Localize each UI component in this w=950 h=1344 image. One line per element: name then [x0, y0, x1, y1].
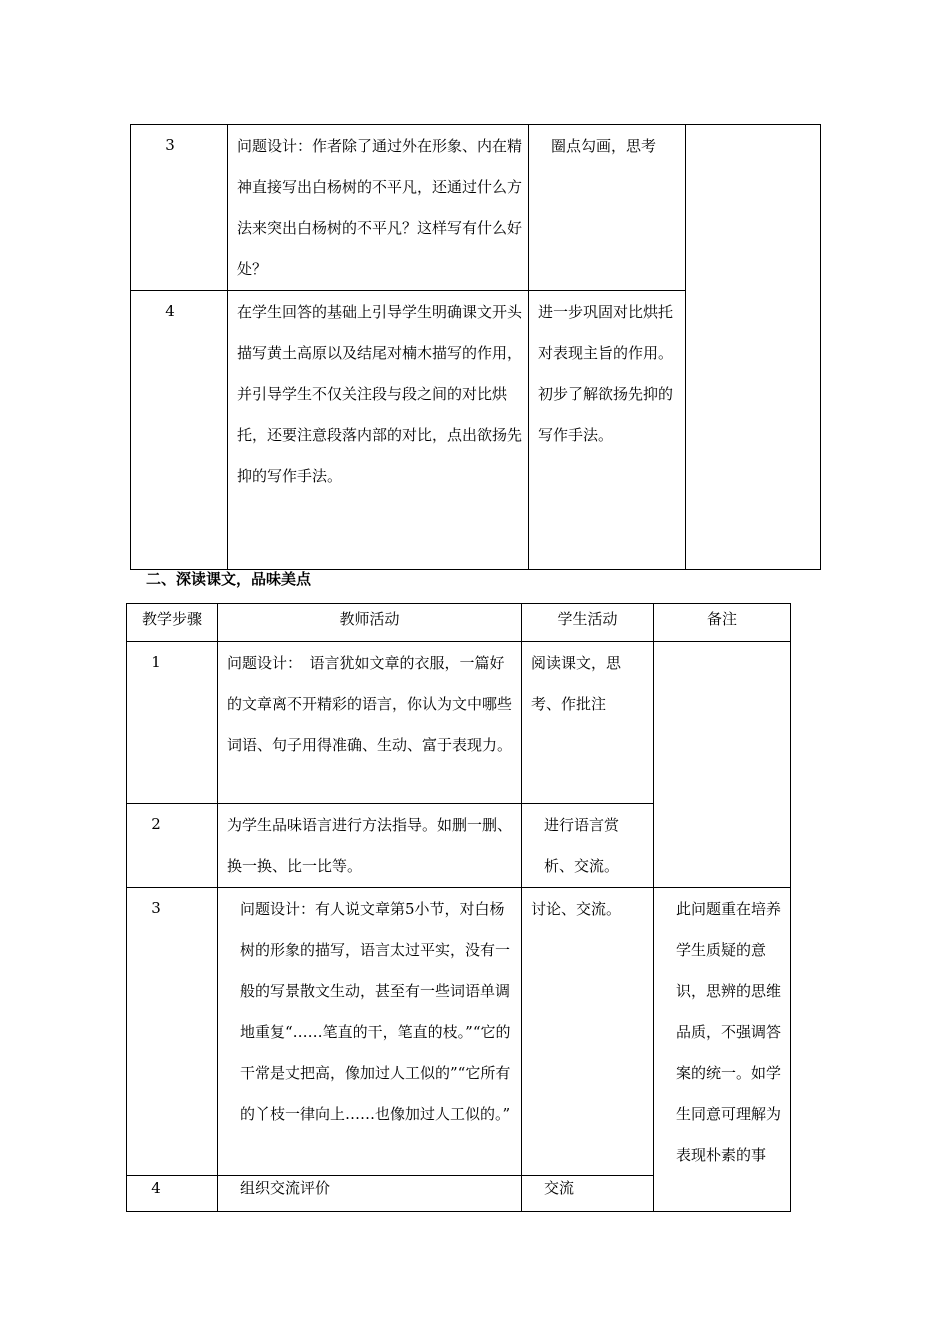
header-note: 备注: [654, 604, 791, 642]
step-number: 4: [127, 1176, 218, 1212]
note-cell: 此问题重在培养学生质疑的意识，思辨的思维品质，不强调答案的统一。如学生同意可理解为表现朴素的事: [654, 888, 791, 1212]
step-number: 3: [131, 125, 228, 291]
table-row: [127, 642, 791, 804]
header-student: 学生活动: [522, 604, 654, 642]
teacher-activity: 问题设计：有人说文章第5小节，对白杨树的形象的描写，语言太过平实，没有一般的写景散文生动，甚至有一些词语单调地重复“……笔直的干，笔直的枝。”“它的干常是丈把高，像加过人工似的”“它所有的丫枝一律向上……也像加过人工似的。”: [218, 888, 522, 1176]
teacher-activity: 问题设计：作者除了通过外在形象、内在精神直接写出白杨树的不平凡，还通过什么方法来突出白杨树的不平凡？这样写有什么好处？: [228, 125, 529, 291]
step-number: 2: [127, 804, 218, 888]
teacher-activity: 组织交流评价: [218, 1176, 522, 1212]
table-row: [127, 888, 791, 1176]
step-number: 4: [131, 291, 228, 570]
section-heading: 二、深读课文，品味美点: [146, 570, 312, 588]
student-activity: 交流: [522, 1176, 654, 1212]
table-row: [131, 125, 821, 291]
header-step: 教学步骤: [127, 604, 218, 642]
teacher-activity: 在学生回答的基础上引导学生明确课文开头描写黄土高原以及结尾对楠木描写的作用，并引导学生不仅关注段与段之间的对比烘托，还要注意段落内部的对比，点出欲扬先抑的写作手法。: [228, 291, 529, 570]
student-activity: 进一步巩固对比烘托对表现主旨的作用。初步了解欲扬先抑的写作手法。: [529, 291, 686, 570]
header-teacher: 教师活动: [218, 604, 522, 642]
lesson-table-2: [126, 603, 791, 1212]
student-activity: 阅读课文，思考、作批注: [522, 642, 654, 804]
student-activity: 圈点勾画，思考: [529, 125, 686, 291]
step-number: 3: [127, 888, 218, 1176]
step-number: 1: [127, 642, 218, 804]
table-header-row: [127, 604, 791, 642]
note-cell: [686, 125, 821, 570]
lesson-table-1: [130, 124, 821, 570]
note-cell: [654, 642, 791, 888]
student-activity: 进行语言赏析、交流。: [522, 804, 654, 888]
teacher-activity: 问题设计： 语言犹如文章的衣服，一篇好的文章离不开精彩的语言，你认为文中哪些词语、句子用得准确、生动、富于表现力。: [218, 642, 522, 804]
student-activity: 讨论、交流。: [522, 888, 654, 1176]
teacher-activity: 为学生品味语言进行方法指导。如删一删、换一换、比一比等。: [218, 804, 522, 888]
